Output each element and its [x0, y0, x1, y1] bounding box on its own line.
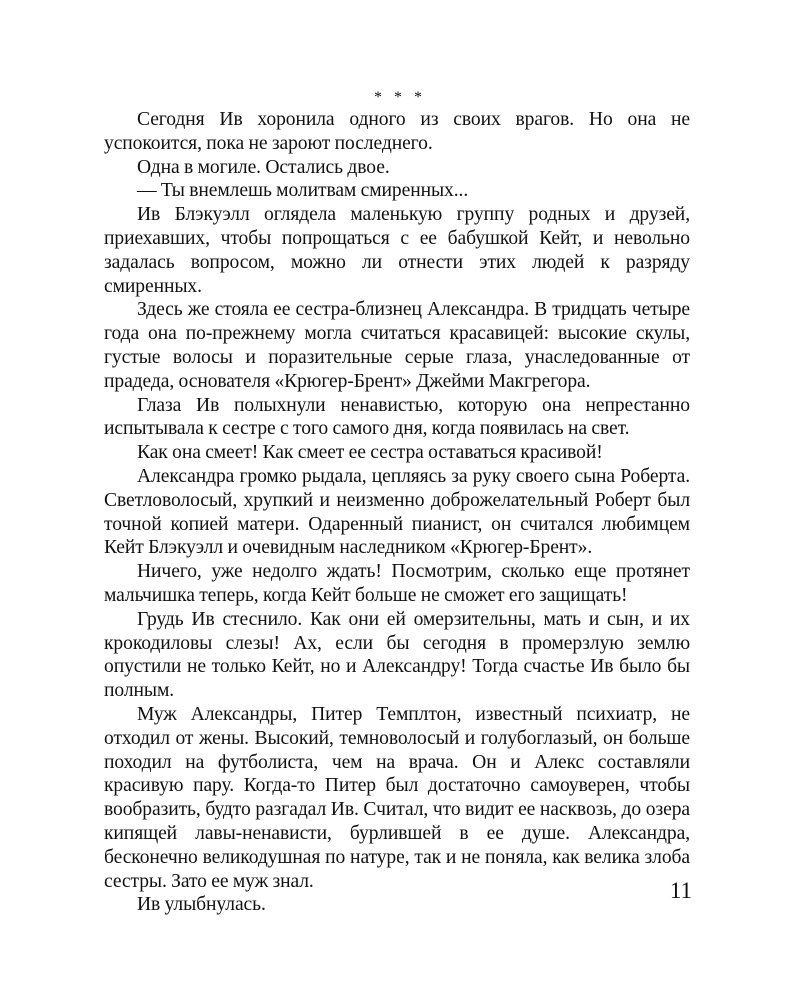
paragraph: Глаза Ив полыхнули ненавистью, которую она непрестанно испытывала к сестре с того самого дня, когда появилась на свет. [104, 394, 690, 440]
body-text [104, 108, 690, 917]
paragraph: Здесь же стояла ее сестра-близнец Александра. В тридцать четыре года она по-прежнему могла считаться красавицей: высокие скулы, густые волосы и поразительные серые глаза, унаследованные от прадеда, основателя «Крюгер-Брент» Джейми Макгрегора. [104, 299, 690, 392]
paragraph: Ив Блэкуэлл оглядела маленькую группу родных и друзей, приехавших, чтобы попрощаться с ее бабушкой Кейт, и невольно задалась вопросом, можно ли отнести этих людей к разряду смиренных. [104, 204, 690, 297]
paragraph: Ив улыбнулась. [137, 894, 266, 916]
paragraph: Одна в могиле. Остались двое. [137, 156, 390, 178]
paragraph: Муж Александры, Питер Темплтон, известный психиатр, не отходил от жены. Высокий, темноволосый и голубоглазый, он больше походил на футболиста, чем на врача. Он и Алекс составляли красивую пару. Когда-то Питер был достаточно самоуверен, чтобы вообразить, будто разгадал Ив. Считал, что видит ее насквозь, до озера кипящей лавы-ненависти, бурлившей в ее душе. Александра, бесконечно великодушная по натуре, так и не поняла, как велика злоба сестры. Зато ее муж знал. [104, 703, 690, 892]
paragraph: Александра громко рыдала, цепляясь за руку своего сына Роберта. Светловолосый, хрупкий и неизменно доброжелательный Роберт был точной копией матери. Одаренный пианист, он считался любимцем Кейт Блэкуэлл и очевидным наследником «Крюгер-Брент». [104, 465, 690, 559]
paragraph: Ничего, уже недолго ждать! Посмотрим, сколько еще протянет мальчишка теперь, когда Кейт больше не сможет его защищать! [104, 561, 690, 606]
page-number: 11 [669, 878, 692, 903]
paragraph: Как она смеет! Как смеет ее сестра оставаться красивой! [137, 442, 603, 464]
section-separator: * * * [374, 89, 426, 106]
paragraph: Сегодня Ив хоронила одного из своих врагов. Но она не успокоится, пока не зароют последнего. [104, 109, 690, 154]
paragraph: — Ты внемлешь молитвам смиренных... [137, 180, 469, 202]
paragraph: Грудь Ив стеснило. Как они ей омерзительны, мать и сын, и их крокодиловы слезы! Ах, если бы сегодня в промерзлую землю опустили не только Кейт, но и Александру! Тогда счастье Ив было бы полным. [104, 608, 690, 702]
